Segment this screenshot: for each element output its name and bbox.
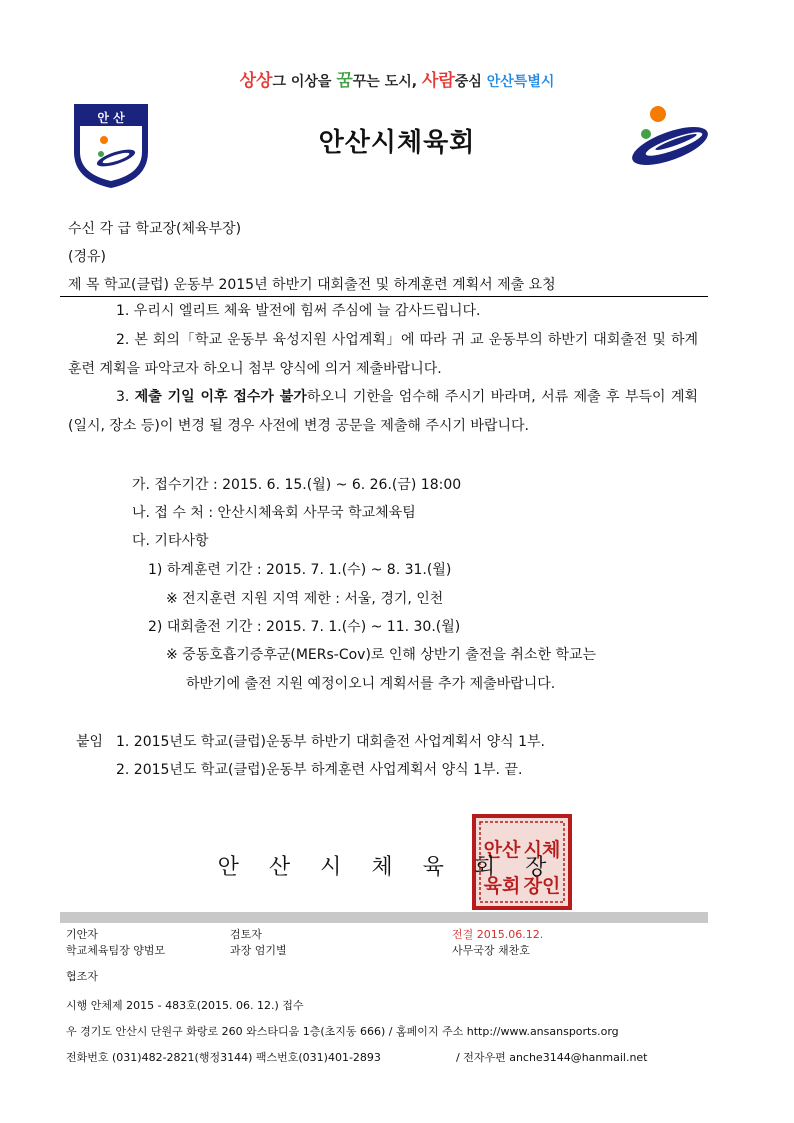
enforcement-line: 시행 안체제 2015 - 483호(2015. 06. 12.) 접수 [66, 999, 304, 1012]
slogan-part: 중심 [454, 74, 487, 90]
org-title: 안산시체육회 [318, 128, 476, 158]
slogan-part: 안산특별시 [486, 74, 555, 90]
footer-divider [60, 912, 708, 923]
etc-heading: 다. 기타사항 [132, 533, 209, 549]
body-paragraph-1: 1. 우리시 엘리트 체육 발전에 힘써 주심에 늘 감사드립니다. [116, 303, 481, 319]
slogan-part: 사람 [421, 71, 455, 91]
drafter-name: 학교체육팀장 양범모 [66, 944, 166, 957]
email-line: / 전자우편 anche3144@hanmail.net [456, 1051, 648, 1064]
training-period: 1) 하계훈련 기간 : 2015. 7. 1.(수) ~ 8. 31.(월) [148, 562, 452, 578]
slogan-part: 꾸는 도시, [352, 74, 422, 90]
approval-date: 전결 2015.06.12. [452, 928, 544, 941]
submission-place: 나. 접 수 처 : 안산시체육회 사무국 학교체육팀 [132, 505, 416, 521]
svg-text:육회: 육회 [483, 875, 521, 897]
recipient-line: 수신 각 급 학교장(체육부장) [68, 221, 242, 237]
reviewer-name: 과장 엄기별 [230, 944, 287, 957]
reviewer-label: 검토자 [230, 928, 262, 941]
slogan [0, 66, 794, 91]
training-note: ※ 전지훈련 지원 지역 제한 : 서울, 경기, 인천 [166, 591, 444, 607]
slogan-part: 상상 [239, 71, 273, 91]
body-paragraph-2: 2. 본 회의「학교 운동부 육성지원 사업계획」에 따라 귀 교 운동부의 하반기 대회출전 및 하계훈련 계획을 파악코자 하오니 첨부 양식에 의거 제출바랍니다. [68, 332, 698, 377]
signature: 안산시체육회장 [217, 855, 577, 880]
ansan-logo-icon [624, 104, 708, 170]
svg-text:장인: 장인 [523, 875, 561, 897]
slogan-part: 그 이상을 [272, 74, 337, 90]
cooperator-label: 협조자 [66, 970, 98, 983]
address-line: 우 경기도 안산시 단원구 화랑로 260 와스타디움 1층(초지동 666) / 홈페이지 주소 http://www.ansansports.org [66, 1025, 619, 1038]
via-line: (경유) [68, 249, 106, 265]
slogan-part: 꿈 [336, 71, 353, 91]
attachment-item: 2. 2015년도 학교(클럽)운동부 하계훈련 사업계획서 양식 1부. 끝. [116, 762, 523, 778]
competition-note-2: 하반기에 출전 지원 예정이오니 계획서를 추가 제출바랍니다. [186, 676, 556, 692]
approver-name: 사무국장 채찬호 [452, 944, 530, 957]
drafter-label: 기안자 [66, 928, 98, 941]
submission-period: 가. 접수기간 : 2015. 6. 15.(월) ~ 6. 26.(금) 18:00 [132, 477, 462, 493]
svg-text:안산: 안산 [483, 839, 521, 861]
subject-line: 제 목 학교(클럽) 운동부 2015년 하반기 대회출전 및 하계훈련 계획서 제출 요청 [68, 277, 556, 293]
attachment-item: 1. 2015년도 학교(클럽)운동부 하반기 대회출전 사업계획서 양식 1부. [116, 734, 545, 750]
phone-line: 전화번호 (031)482-2821(행정3144) 팩스번호(031)401-2893 [66, 1051, 381, 1064]
emblem-text: 안 산 [97, 111, 125, 125]
svg-text:시체: 시체 [523, 839, 561, 861]
attachment-label: 붙임 [76, 734, 104, 750]
competition-period: 2) 대회출전 기간 : 2015. 7. 1.(수) ~ 11. 30.(월) [148, 619, 461, 635]
body-paragraph-3: 3. 제출 기일 이후 접수가 불가하오니 기한을 엄수해 주시기 바라며, 서류 제출 후 부득이 계획(일시, 장소 등)이 변경 될 경우 사전에 변경 공문을 제출해 주시기 바랍니다. [68, 389, 699, 434]
deadline-warning: 제출 기일 이후 접수가 불가 [134, 389, 307, 405]
competition-note-1: ※ 중동호흡기증후군(MERs-Cov)로 인해 상반기 출전을 취소한 학교는 [166, 647, 597, 663]
